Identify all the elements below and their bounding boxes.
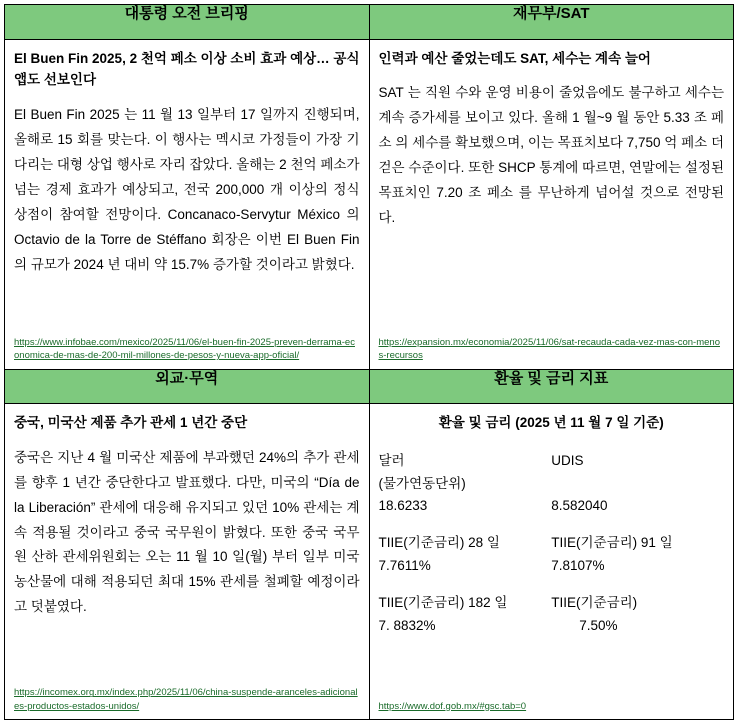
rates-row [379,532,725,555]
rate-value-right: 8.582040 [551,498,608,514]
cell-treasury [369,39,734,369]
rates-row-value [379,495,725,518]
news-grid [4,4,734,720]
rates-row-value [379,615,725,638]
brief-body: El Buen Fin 2025 는 11 월 13 일부터 17 일까지 진행되며, 올해로 15 회를 맞는다. 이 행사는 멕시코 가정들이 가장 기다리는 대형 상업 행사로 자리 잡았다. 올해는 2 천억 페소가 넘는 경제 효과가 예상되고, 전국 200,000 개 이상의 정식 상점이 참여할 전망이다. Concanaco-Servytur México 의 Octavio de la Torre de Stéffano 회장은 이번 El Buen Fin 의 규모가 2024 년 대비 약 15.7% 증가할 것이라고 밝혔다. [14,106,360,272]
diplomacy-body: 중국은 지난 4 월 미국산 제품에 부과했던 24%의 추가 관세를 향후 1 년간 중단한다고 발표했다. 다만, 미국의 “Día de la Liberación” 관세에 대응해 유지되고 있던 10% 관세는 계속 적용될 것이라고 중국 국무원이 밝혔다. 또한 중국 국무원 산하 관세위원회는 오는 11 월 10 일(월) 부터 일부 미국 농산물에 대해 적용되던 최대 15% 관세를 철폐할 예정이라고 덧붙였다. [14,449,360,615]
rate-label-left: TIIE(기준금리) 182 일 [378,595,508,611]
rate-label-right: UDIS [551,452,584,468]
rates-spacer [379,518,725,532]
rates-row [379,450,725,473]
rate-label-right: TIIE(기준금리) 91 일 [551,535,673,551]
rate-value-left: 7. 8832% [378,618,436,634]
cell-rates [369,404,734,720]
section-header-treasury: 재무부/SAT [369,5,734,40]
cell-brief [5,39,370,369]
section-header-rates: 환율 및 금리 지표 [369,369,734,404]
section-header-diplomacy: 외교·무역 [5,369,370,404]
rates-row-sub [379,473,725,496]
rate-value-left: 18.6233 [378,498,428,514]
header-row-2 [5,369,734,404]
header-row-1 [5,5,734,40]
rates-table [379,450,725,639]
rate-value-right: 7.8107% [551,558,605,574]
content-row-2 [5,404,734,720]
rate-label-right: TIIE(기준금리) [551,595,638,611]
content-row-1 [5,39,734,369]
rate-sub-right [551,473,724,496]
rates-row [379,592,725,615]
rate-label-left: TIIE(기준금리) 28 일 [378,535,500,551]
rate-label-left: 달러 [378,452,405,468]
brief-source-link[interactable]: https://www.infobae.com/mexico/2025/11/06/el-buen-fin-2025-preven-derrama-economica-de-mas-de-200-mil-millones-de-pesos-y-nueva-app-oficial/ [14,336,355,362]
rates-source-link[interactable]: https://www.dof.gob.mx/#gsc.tab=0 [378,700,527,712]
section-header-brief: 대통령 오전 브리핑 [5,5,370,40]
cell-diplomacy [5,404,370,720]
diplomacy-title: 중국, 미국산 제품 추가 관세 1 년간 중단 [14,415,248,430]
diplomacy-source-link[interactable]: https://incomex.org.mx/index.php/2025/11/06/china-suspende-aranceles-adicionales-productos-estados-unidos/ [14,687,358,712]
treasury-source-link[interactable]: https://expansion.mx/economia/2025/11/06/sat-recauda-cada-vez-mas-con-menos-recursos [378,336,720,362]
brief-title: El Buen Fin 2025, 2 천억 페소 이상 소비 효과 예상… 공식 앱도 선보인다 [14,50,360,88]
treasury-body: SAT 는 직원 수와 운영 비용이 줄었음에도 불구하고 세수는 계속 증가세를 보이고 있다. 올해 1 월~9 월 동안 5.33 조 페소 의 세수를 확보했으며, 이는 목표치보다 7,750 억 페소 더 걷은 수준이다. 또한 SHCP 통계에 따르면, 연말에는 설정된 목표치인 7.20 조 페소 를 무난하게 넘어설 것으로 전망된다. [378,85,724,225]
rate-value-left: 7.7611% [378,558,431,574]
rates-title: 환율 및 금리 (2025 년 11 월 7 일 기준) [438,415,664,430]
rates-row-value [379,555,725,578]
rates-spacer [379,578,725,592]
rate-value-right: 7.50% [579,618,618,634]
treasury-title: 인력과 예산 줄었는데도 SAT, 세수는 계속 늘어 [378,50,651,66]
rate-sub-left: (물가연동단위) [378,475,466,491]
